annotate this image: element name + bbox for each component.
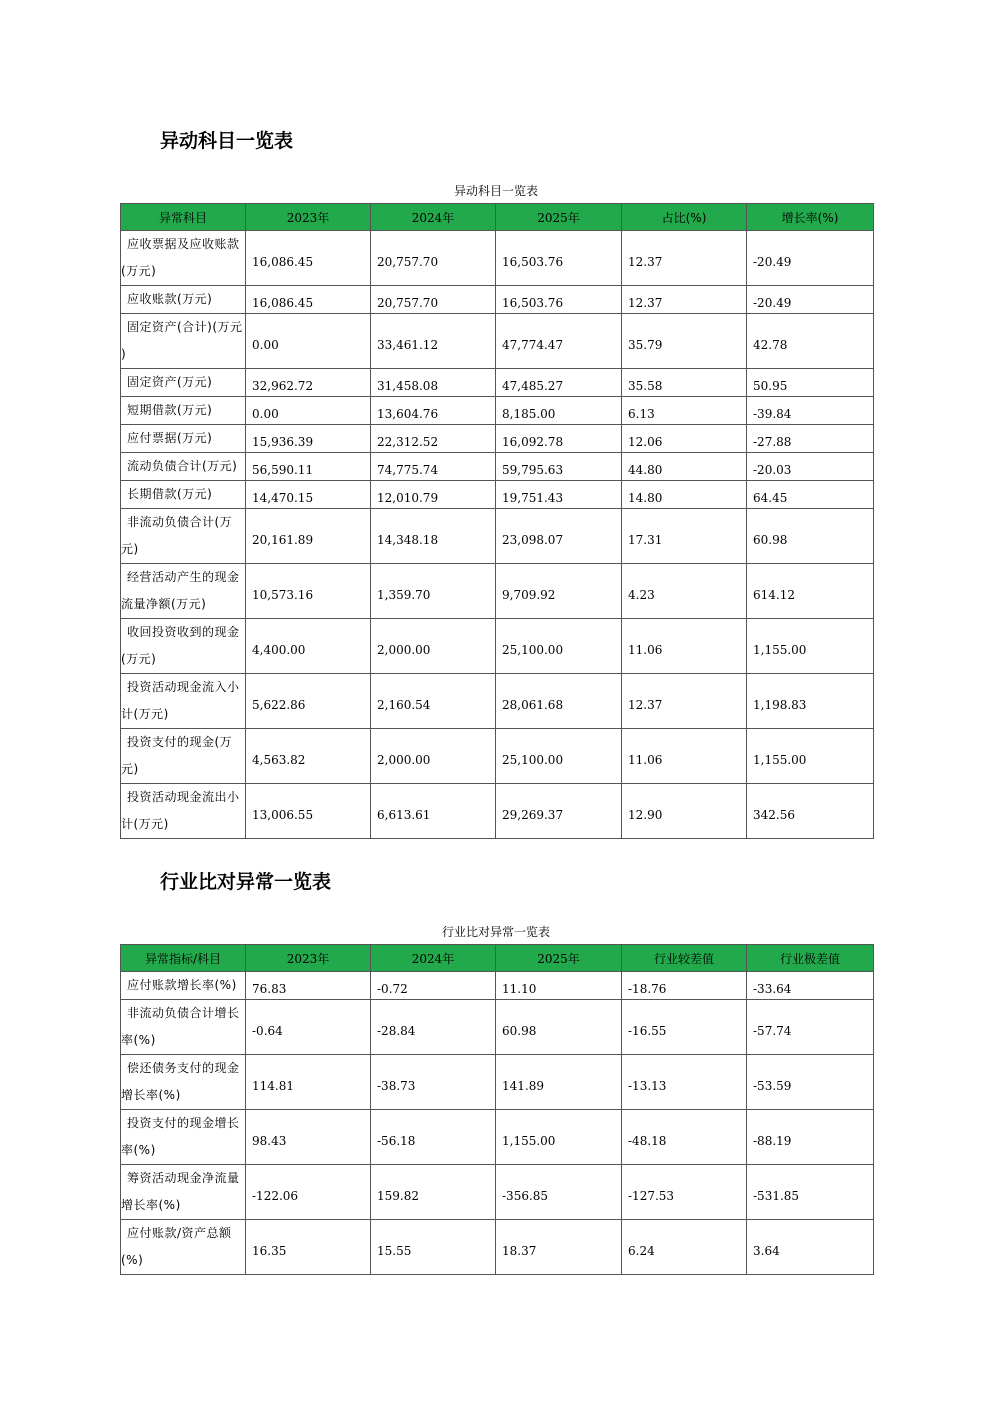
table-cell: 60.98 — [496, 1000, 622, 1055]
table-cell: 20,161.89 — [246, 509, 371, 564]
table-cell: 98.43 — [246, 1110, 371, 1165]
row-label-line: (%) — [121, 1253, 144, 1267]
table-row — [121, 425, 874, 453]
table-cell: 42.78 — [747, 314, 874, 369]
table-cell: 20,757.70 — [371, 231, 496, 286]
table-cell: 35.58 — [622, 369, 747, 397]
row-label-line: 投资支付的现金增长 — [127, 1116, 240, 1130]
table-cell: 10,573.16 — [246, 564, 371, 619]
table-cell: 1,155.00 — [747, 729, 874, 784]
table-cell: 64.45 — [747, 481, 874, 509]
row-label — [121, 1110, 246, 1165]
table-cell: 6.24 — [622, 1220, 747, 1275]
row-label-line: 经营活动产生的现金 — [127, 570, 240, 584]
table-cell: 17.31 — [622, 509, 747, 564]
table-cell: 1,359.70 — [371, 564, 496, 619]
table-cell: -0.72 — [371, 972, 496, 1000]
table-cell: 16,086.45 — [246, 286, 371, 314]
table-cell: 4.23 — [622, 564, 747, 619]
table-row — [121, 972, 874, 1000]
table-cell: 16,503.76 — [496, 231, 622, 286]
row-label-line: 筹资活动现金净流量 — [127, 1171, 240, 1185]
table-cell: 2,000.00 — [371, 729, 496, 784]
column-header: 占比(%) — [622, 204, 747, 231]
table-cell: 12.90 — [622, 784, 747, 839]
row-label — [121, 453, 246, 481]
table-cell: 23,098.07 — [496, 509, 622, 564]
table-cell: -20.49 — [747, 286, 874, 314]
table-cell: -57.74 — [747, 1000, 874, 1055]
table-cell: 15.55 — [371, 1220, 496, 1275]
table-cell: -88.19 — [747, 1110, 874, 1165]
table-row — [121, 619, 874, 674]
column-header: 异常科目 — [121, 204, 246, 231]
row-label-line: 固定资产(合计)(万元 — [127, 320, 243, 334]
table-cell: 76.83 — [246, 972, 371, 1000]
row-label-line: 元) — [121, 542, 139, 556]
table-cell: 28,061.68 — [496, 674, 622, 729]
industry-comparison-table — [120, 944, 874, 1275]
column-header: 2025年 — [496, 945, 622, 972]
row-label-line: 非流动负债合计(万 — [127, 515, 233, 529]
row-label-line: 非流动负债合计增长 — [127, 1006, 240, 1020]
table-cell: -38.73 — [371, 1055, 496, 1110]
column-header: 2024年 — [371, 204, 496, 231]
table-cell: 16,503.76 — [496, 286, 622, 314]
row-label — [121, 972, 246, 1000]
table-row — [121, 784, 874, 839]
table-cell: 1,198.83 — [747, 674, 874, 729]
row-label — [121, 425, 246, 453]
table-row — [121, 369, 874, 397]
row-label — [121, 369, 246, 397]
table-cell: -33.64 — [747, 972, 874, 1000]
column-header: 行业极差值 — [747, 945, 874, 972]
column-header: 2024年 — [371, 945, 496, 972]
table-cell: -53.59 — [747, 1055, 874, 1110]
section1-title: 异动科目一览表 — [160, 130, 294, 152]
table-header-row — [121, 945, 874, 972]
table-cell: 25,100.00 — [496, 619, 622, 674]
row-label — [121, 564, 246, 619]
row-label — [121, 729, 246, 784]
table-row — [121, 729, 874, 784]
row-label — [121, 1055, 246, 1110]
table-cell: 12.37 — [622, 231, 747, 286]
table-cell: 29,269.37 — [496, 784, 622, 839]
row-label — [121, 784, 246, 839]
row-label-line: 计(万元) — [121, 817, 169, 831]
table-row — [121, 674, 874, 729]
table-cell: 14,470.15 — [246, 481, 371, 509]
row-label-line: 收回投资收到的现金 — [127, 625, 240, 639]
table-row — [121, 564, 874, 619]
row-label-line: 应收票据及应收账款 — [127, 237, 240, 251]
table-cell: 13,006.55 — [246, 784, 371, 839]
row-label — [121, 314, 246, 369]
table-cell: 141.89 — [496, 1055, 622, 1110]
table-row — [121, 1055, 874, 1110]
table-cell: 50.95 — [747, 369, 874, 397]
table-cell: 4,400.00 — [246, 619, 371, 674]
row-label — [121, 1165, 246, 1220]
table-header-row — [121, 204, 874, 231]
table-cell: 59,795.63 — [496, 453, 622, 481]
row-label — [121, 231, 246, 286]
table-cell: 5,622.86 — [246, 674, 371, 729]
table-cell: 22,312.52 — [371, 425, 496, 453]
table-cell: -127.53 — [622, 1165, 747, 1220]
row-label-line: 计(万元) — [121, 707, 169, 721]
table-row — [121, 1000, 874, 1055]
table-cell: -18.76 — [622, 972, 747, 1000]
table2-caption: 行业比对异常一览表 — [441, 925, 550, 939]
table-cell: 32,962.72 — [246, 369, 371, 397]
table-cell: -56.18 — [371, 1110, 496, 1165]
row-label-line: 率(%) — [121, 1033, 156, 1047]
table-cell: -122.06 — [246, 1165, 371, 1220]
table-cell: 12,010.79 — [371, 481, 496, 509]
table-row — [121, 481, 874, 509]
table-cell: 12.37 — [622, 286, 747, 314]
table-cell: 1,155.00 — [747, 619, 874, 674]
table-cell: -13.13 — [622, 1055, 747, 1110]
table-cell: 25,100.00 — [496, 729, 622, 784]
row-label — [121, 674, 246, 729]
table-cell: 11.06 — [622, 619, 747, 674]
table-cell: -27.88 — [747, 425, 874, 453]
table-cell: 6.13 — [622, 397, 747, 425]
row-label-line: 长期借款(万元) — [127, 487, 213, 501]
table-cell: 16,086.45 — [246, 231, 371, 286]
table-row — [121, 314, 874, 369]
table-cell: 47,774.47 — [496, 314, 622, 369]
table-cell: 6,613.61 — [371, 784, 496, 839]
table-cell: 56,590.11 — [246, 453, 371, 481]
row-label-line: 投资活动现金流出小 — [127, 790, 240, 804]
column-header: 2023年 — [246, 204, 371, 231]
row-label-line: (万元) — [121, 652, 157, 666]
table-cell: -20.03 — [747, 453, 874, 481]
table-cell: 614.12 — [747, 564, 874, 619]
table-cell: -531.85 — [747, 1165, 874, 1220]
table-cell: 2,160.54 — [371, 674, 496, 729]
table-cell: 8,185.00 — [496, 397, 622, 425]
row-label-line: ) — [121, 347, 127, 361]
table-row — [121, 1165, 874, 1220]
table-cell: 74,775.74 — [371, 453, 496, 481]
table-cell: 44.80 — [622, 453, 747, 481]
row-label — [121, 1220, 246, 1275]
table-cell: -20.49 — [747, 231, 874, 286]
table-cell: 0.00 — [246, 397, 371, 425]
table-cell: 18.37 — [496, 1220, 622, 1275]
row-label-line: 投资支付的现金(万 — [127, 735, 233, 749]
table-cell: -39.84 — [747, 397, 874, 425]
table-cell: 33,461.12 — [371, 314, 496, 369]
table-cell: 14,348.18 — [371, 509, 496, 564]
row-label — [121, 509, 246, 564]
table-row — [121, 397, 874, 425]
row-label-line: 流动负债合计(万元) — [127, 459, 238, 473]
table-cell: 342.56 — [747, 784, 874, 839]
table-cell: 13,604.76 — [371, 397, 496, 425]
table-cell: 4,563.82 — [246, 729, 371, 784]
row-label-line: 率(%) — [121, 1143, 156, 1157]
table-cell: 12.37 — [622, 674, 747, 729]
row-label-line: 应付票据(万元) — [127, 431, 213, 445]
table-cell: 16,092.78 — [496, 425, 622, 453]
row-label-line: 偿还债务支付的现金 — [127, 1061, 240, 1075]
row-label — [121, 1000, 246, 1055]
column-header: 2025年 — [496, 204, 622, 231]
table-cell: 159.82 — [371, 1165, 496, 1220]
row-label-line: (万元) — [121, 264, 157, 278]
row-label-line: 增长率(%) — [121, 1088, 181, 1102]
column-header: 行业较差值 — [622, 945, 747, 972]
row-label — [121, 481, 246, 509]
table-cell: 11.06 — [622, 729, 747, 784]
table-cell: -356.85 — [496, 1165, 622, 1220]
column-header: 增长率(%) — [747, 204, 874, 231]
table-row — [121, 231, 874, 286]
row-label-line: 应收账款(万元) — [127, 292, 213, 306]
table-cell: 11.10 — [496, 972, 622, 1000]
table-cell: -0.64 — [246, 1000, 371, 1055]
column-header: 2023年 — [246, 945, 371, 972]
anomaly-accounts-table — [120, 203, 874, 839]
table-row — [121, 509, 874, 564]
table-cell: 14.80 — [622, 481, 747, 509]
table1-caption: 异动科目一览表 — [453, 184, 538, 198]
row-label-line: 流量净额(万元) — [121, 597, 207, 611]
table-cell: 9,709.92 — [496, 564, 622, 619]
row-label — [121, 619, 246, 674]
table-cell: -48.18 — [622, 1110, 747, 1165]
row-label-line: 短期借款(万元) — [127, 403, 213, 417]
table-row — [121, 286, 874, 314]
section2-title: 行业比对异常一览表 — [160, 871, 332, 893]
row-label — [121, 397, 246, 425]
row-label-line: 应付账款/资产总额 — [127, 1226, 232, 1240]
table-row — [121, 453, 874, 481]
table-cell: 20,757.70 — [371, 286, 496, 314]
table-cell: 16.35 — [246, 1220, 371, 1275]
table-cell: 19,751.43 — [496, 481, 622, 509]
row-label-line: 元) — [121, 762, 139, 776]
row-label-line: 投资活动现金流入小 — [127, 680, 240, 694]
row-label-line: 应付账款增长率(%) — [127, 978, 237, 992]
table-cell: 1,155.00 — [496, 1110, 622, 1165]
row-label — [121, 286, 246, 314]
table-cell: -28.84 — [371, 1000, 496, 1055]
table-cell: 2,000.00 — [371, 619, 496, 674]
row-label-line: 固定资产(万元) — [127, 375, 213, 389]
row-label-line: 增长率(%) — [121, 1198, 181, 1212]
table-cell: 3.64 — [747, 1220, 874, 1275]
table-cell: 114.81 — [246, 1055, 371, 1110]
table-cell: 31,458.08 — [371, 369, 496, 397]
table-cell: 0.00 — [246, 314, 371, 369]
column-header: 异常指标/科目 — [121, 945, 246, 972]
table-cell: 60.98 — [747, 509, 874, 564]
table-cell: 47,485.27 — [496, 369, 622, 397]
table-cell: -16.55 — [622, 1000, 747, 1055]
table-row — [121, 1110, 874, 1165]
table-cell: 35.79 — [622, 314, 747, 369]
table-row — [121, 1220, 874, 1275]
table-cell: 15,936.39 — [246, 425, 371, 453]
table-cell: 12.06 — [622, 425, 747, 453]
